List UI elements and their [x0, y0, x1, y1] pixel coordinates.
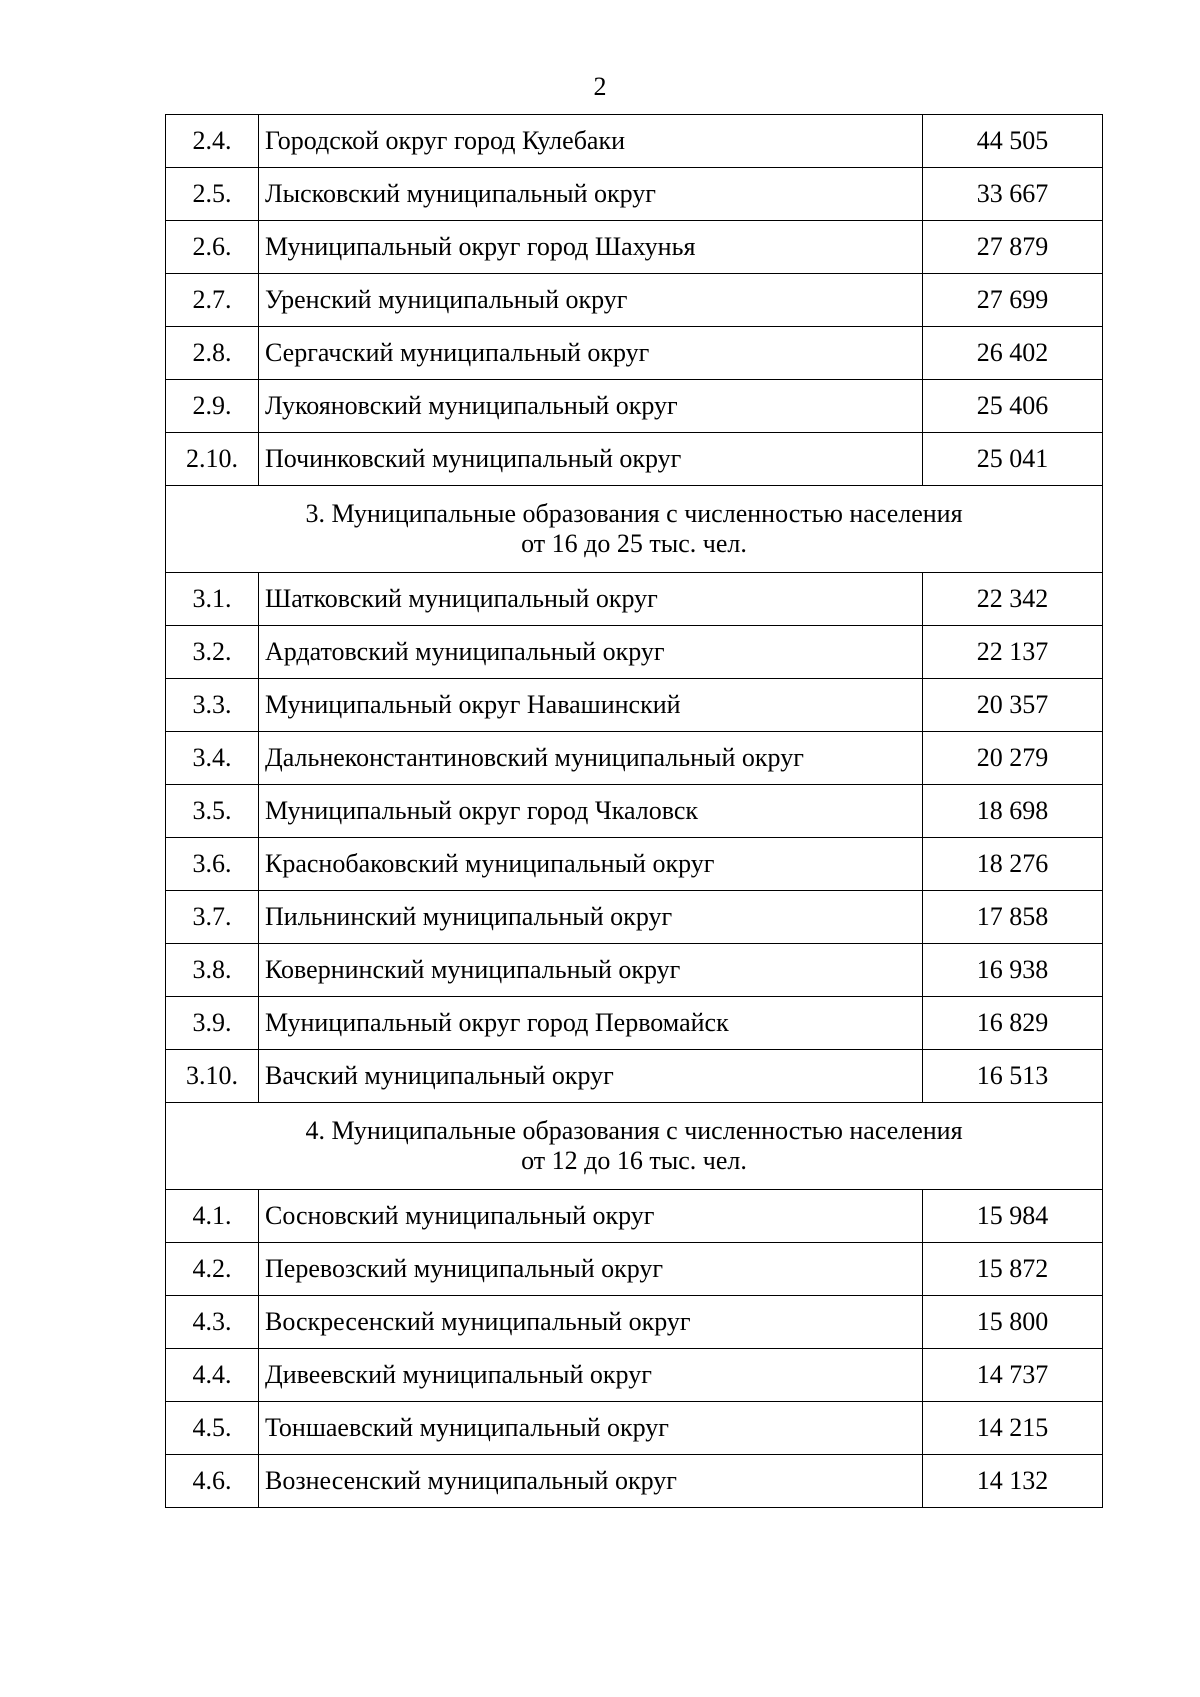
row-number: 4.1.	[166, 1190, 259, 1243]
row-number: 3.1.	[166, 573, 259, 626]
municipality-name: Сергачский муниципальный округ	[259, 327, 923, 380]
row-number: 3.2.	[166, 626, 259, 679]
municipality-name: Ардатовский муниципальный округ	[259, 626, 923, 679]
municipality-name: Тоншаевский муниципальный округ	[259, 1402, 923, 1455]
population-value: 22 137	[923, 626, 1103, 679]
table-row	[166, 1190, 1103, 1243]
table-row	[166, 168, 1103, 221]
municipality-name: Сосновский муниципальный округ	[259, 1190, 923, 1243]
population-value: 25 041	[923, 433, 1103, 486]
municipality-name: Пильнинский муниципальный округ	[259, 891, 923, 944]
row-number: 3.7.	[166, 891, 259, 944]
population-value: 14 132	[923, 1455, 1103, 1508]
table-row	[166, 732, 1103, 785]
population-value: 27 699	[923, 274, 1103, 327]
municipality-name: Лукояновский муниципальный округ	[259, 380, 923, 433]
table-row	[166, 115, 1103, 168]
table-row	[166, 274, 1103, 327]
section-heading-row	[166, 1103, 1103, 1190]
section-heading-line2: от 12 до 16 тыс. чел.	[521, 1146, 747, 1175]
population-value: 16 938	[923, 944, 1103, 997]
population-value: 14 215	[923, 1402, 1103, 1455]
row-number: 2.7.	[166, 274, 259, 327]
table-row	[166, 838, 1103, 891]
row-number: 2.10.	[166, 433, 259, 486]
table-row	[166, 944, 1103, 997]
section-heading-line2: от 16 до 25 тыс. чел.	[521, 529, 747, 558]
population-value: 44 505	[923, 115, 1103, 168]
table-row	[166, 1243, 1103, 1296]
population-value: 15 984	[923, 1190, 1103, 1243]
population-value: 16 513	[923, 1050, 1103, 1103]
population-value: 22 342	[923, 573, 1103, 626]
table-row	[166, 433, 1103, 486]
table-row	[166, 891, 1103, 944]
population-value: 20 357	[923, 679, 1103, 732]
section-heading-line1: 3. Муниципальные образования с численностью населения	[305, 499, 963, 528]
table-row	[166, 573, 1103, 626]
row-number: 2.6.	[166, 221, 259, 274]
row-number: 3.6.	[166, 838, 259, 891]
table-row	[166, 380, 1103, 433]
row-number: 3.9.	[166, 997, 259, 1050]
row-number: 4.5.	[166, 1402, 259, 1455]
row-number: 4.4.	[166, 1349, 259, 1402]
table-body	[166, 115, 1103, 1508]
row-number: 3.4.	[166, 732, 259, 785]
municipality-name: Дивеевский муниципальный округ	[259, 1349, 923, 1402]
municipality-name: Лысковский муниципальный округ	[259, 168, 923, 221]
population-table	[165, 114, 1103, 1508]
population-value: 20 279	[923, 732, 1103, 785]
row-number: 4.3.	[166, 1296, 259, 1349]
section-heading-row	[166, 486, 1103, 573]
table-row	[166, 679, 1103, 732]
row-number: 3.8.	[166, 944, 259, 997]
population-value: 15 872	[923, 1243, 1103, 1296]
row-number: 4.6.	[166, 1455, 259, 1508]
municipality-name: Шатковский муниципальный округ	[259, 573, 923, 626]
municipality-name: Перевозский муниципальный округ	[259, 1243, 923, 1296]
municipality-name: Уренский муниципальный округ	[259, 274, 923, 327]
municipality-name: Краснобаковский муниципальный округ	[259, 838, 923, 891]
municipality-name: Дальнеконстантиновский муниципальный округ	[259, 732, 923, 785]
section-heading	[166, 486, 1103, 573]
municipality-name: Муниципальный округ город Шахунья	[259, 221, 923, 274]
municipality-name: Воскресенский муниципальный округ	[259, 1296, 923, 1349]
table-row	[166, 1349, 1103, 1402]
municipality-name: Вачский муниципальный округ	[259, 1050, 923, 1103]
row-number: 2.8.	[166, 327, 259, 380]
municipality-name: Муниципальный округ город Первомайск	[259, 997, 923, 1050]
table-row	[166, 1296, 1103, 1349]
municipality-name: Муниципальный округ город Чкаловск	[259, 785, 923, 838]
table-row	[166, 626, 1103, 679]
row-number: 3.3.	[166, 679, 259, 732]
section-heading	[166, 1103, 1103, 1190]
row-number: 3.10.	[166, 1050, 259, 1103]
table-row	[166, 997, 1103, 1050]
row-number: 2.9.	[166, 380, 259, 433]
municipality-name: Муниципальный округ Навашинский	[259, 679, 923, 732]
table-row	[166, 785, 1103, 838]
population-value: 33 667	[923, 168, 1103, 221]
population-value: 17 858	[923, 891, 1103, 944]
table-row	[166, 221, 1103, 274]
row-number: 4.2.	[166, 1243, 259, 1296]
population-value: 14 737	[923, 1349, 1103, 1402]
municipality-name: Вознесенский муниципальный округ	[259, 1455, 923, 1508]
row-number: 3.5.	[166, 785, 259, 838]
table-row	[166, 1050, 1103, 1103]
table-row	[166, 327, 1103, 380]
population-value: 18 698	[923, 785, 1103, 838]
population-value: 27 879	[923, 221, 1103, 274]
section-heading-line1: 4. Муниципальные образования с численностью населения	[305, 1116, 963, 1145]
municipality-name: Починковский муниципальный округ	[259, 433, 923, 486]
municipality-name: Городской округ город Кулебаки	[259, 115, 923, 168]
page-number: 2	[593, 72, 607, 101]
population-value: 26 402	[923, 327, 1103, 380]
row-number: 2.5.	[166, 168, 259, 221]
municipality-name: Ковернинский муниципальный округ	[259, 944, 923, 997]
population-value: 18 276	[923, 838, 1103, 891]
population-value: 16 829	[923, 997, 1103, 1050]
population-value: 15 800	[923, 1296, 1103, 1349]
table-row	[166, 1455, 1103, 1508]
row-number: 2.4.	[166, 115, 259, 168]
population-value: 25 406	[923, 380, 1103, 433]
table-row	[166, 1402, 1103, 1455]
